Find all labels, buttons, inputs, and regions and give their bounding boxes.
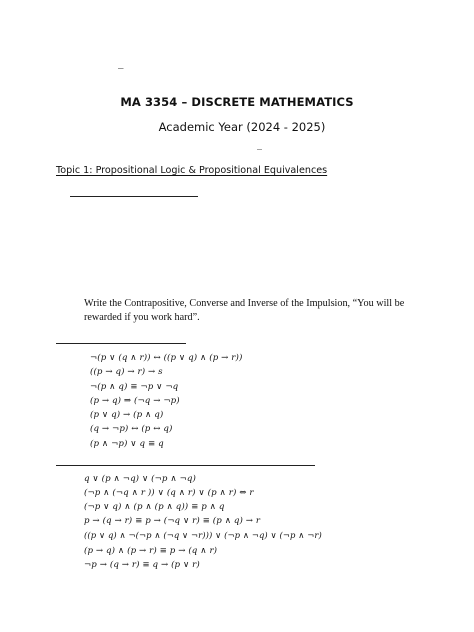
- academic-year: Academic Year (2024 - 2025): [158, 120, 326, 134]
- expression: (p ∧ ¬p) ∨ q ≡ q: [90, 439, 164, 449]
- expression: q ∨ (p ∧ ¬q) ∨ (¬p ∧ ¬q): [84, 474, 196, 484]
- expression: ¬(p ∨ (q ∧ r)) ↔ ((p ∨ q) ∧ (p → r)): [90, 353, 243, 363]
- course-title: MA 3354 – DISCRETE MATHEMATICS: [120, 95, 354, 109]
- expression: ¬(p ∧ q) ≡ ¬p ∨ ¬q: [90, 382, 179, 392]
- expression: ((p ∨ q) ∧ ¬(¬p ∧ (¬q ∨ ¬r))) ∨ (¬p ∧ ¬q) ∨ (¬p ∧ ¬r): [84, 530, 322, 540]
- expression: (¬p ∨ q) ∧ (p ∧ (p ∧ q)) ≡ p ∧ q: [84, 502, 225, 512]
- divider-line: [70, 196, 198, 197]
- expression: (p ∨ q) → (p ∧ q): [90, 410, 164, 420]
- expression: (q → ¬p) ↔ (p ↔ q): [90, 424, 173, 434]
- expression: (¬p ∧ (¬q ∧ r )) ∨ (q ∧ r) ∨ (p ∧ r) ⇔ r: [84, 488, 254, 498]
- divider-line: [56, 343, 186, 344]
- top-dash: _: [118, 56, 124, 69]
- expression: p → (q → r) ≡ p → (¬q ∨ r) ≡ (p ∧ q) → r: [84, 516, 261, 526]
- expression: ¬p → (q → r) ≡ q → (p ∨ r): [84, 560, 200, 570]
- divider-line: [56, 465, 315, 466]
- mid-dash: _: [257, 139, 262, 150]
- question-text: Write the Contrapositive, Converse and Inverse of the Impulsion, “You will be rewarded if you work hard”.: [84, 298, 405, 323]
- expression: ((p → q) → r) → s: [90, 367, 163, 377]
- expression: (p → q) ⇒ (¬q → ¬p): [90, 396, 180, 406]
- topic-heading: Topic 1: Propositional Logic & Propositional Equivalences: [56, 165, 328, 176]
- expression: (p → q) ∧ (p → r) ≡ p → (q ∧ r): [84, 546, 218, 556]
